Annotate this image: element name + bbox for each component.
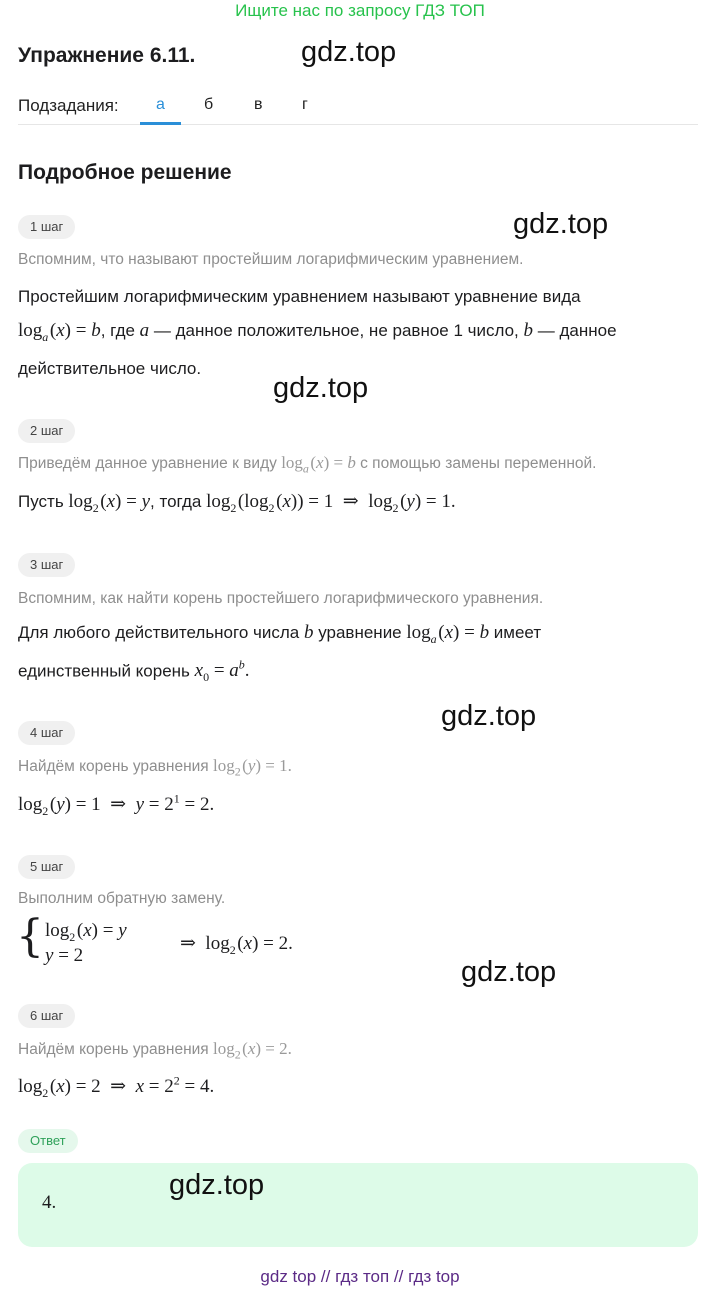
step-2-hint: Приведём данное уравнение к виду $\log_a$ (x) = b с помощью замены переменной. (18, 453, 597, 476)
watermark: gdz.top (461, 956, 557, 988)
step-badge-2: 2 шаг (18, 419, 75, 443)
step-3-line-1: Для любого действительного числа b уравнение $\log_a$ (x) = b имеет (18, 622, 542, 646)
system-eq-2: y = 2 (45, 945, 84, 966)
tab-subtask-g[interactable]: г (302, 96, 308, 113)
step-badge-5: 5 шаг (18, 855, 75, 879)
page-title: Упражнение 6.11. (18, 44, 196, 67)
subtasks-label: Подзадания: (18, 96, 119, 115)
answer-value: 4. (42, 1192, 57, 1213)
footer-links[interactable]: gdz top // гдз топ // гдз top (260, 1267, 460, 1286)
tab-subtask-b[interactable]: б (204, 96, 214, 113)
watermark: gdz.top (301, 36, 397, 68)
system-result: ⇒ $\log_2$ (x) = 2. (180, 933, 293, 957)
answer-badge: Ответ (18, 1129, 78, 1153)
step-6-hint: Найдём корень уравнения $\log_2$ (x) = 2. (18, 1039, 292, 1062)
watermark: gdz.top (169, 1169, 265, 1201)
watermark: gdz.top (513, 208, 609, 240)
section-title: Подробное решение (18, 161, 232, 184)
step-2-line: Пусть $\log_2$ (x) = y, тогда $\log_2$ ($\log_2$ (x)) = 1 ⇒ $\log_2$ (y) = 1. (18, 491, 456, 515)
step-badge-3: 3 шаг (18, 553, 75, 577)
step-badge-6: 6 шаг (18, 1004, 75, 1028)
step-badge-4: 4 шаг (18, 721, 75, 745)
active-tab-indicator (140, 122, 181, 125)
step-badge-1: 1 шаг (18, 215, 75, 239)
step-1-line-2: $\log_a$ (x) = b, где a — данное положительное, не равное 1 число, b — данное (18, 320, 617, 344)
search-banner: Ищите нас по запросу ГДЗ ТОП (235, 1, 485, 20)
watermark: gdz.top (273, 372, 369, 404)
step-1-line-1: Простейшим логарифмическим уравнением называют уравнение вида (18, 287, 581, 306)
watermark: gdz.top (441, 700, 537, 732)
step-1-line-3: действительное число. (18, 359, 202, 378)
tab-subtask-v[interactable]: в (254, 96, 263, 113)
system-eq-1: $\log_2$ (x) = y (45, 920, 127, 944)
system-brace: { (16, 911, 44, 962)
answer-box (18, 1163, 698, 1247)
step-3-hint: Вспомним, как найти корень простейшего логарифмического уравнения. (18, 590, 544, 607)
step-5-hint: Выполним обратную замену. (18, 890, 226, 907)
tab-subtask-a[interactable]: а (156, 96, 165, 113)
step-1-hint: Вспомним, что называют простейшим логарифмическим уравнением. (18, 251, 524, 268)
step-3-line-2: единственный корень $x_0 = a^b$. (18, 658, 250, 685)
step-4-line: $\log_2$ (y) = 1 ⇒ $y = 2^1 = 2$. (18, 792, 215, 819)
tabs-divider (18, 124, 698, 125)
step-4-hint: Найдём корень уравнения $\log_2$ (y) = 1. (18, 756, 292, 779)
step-6-line: $\log_2$ (x) = 2 ⇒ $x = 2^2 = 4$. (18, 1074, 215, 1101)
